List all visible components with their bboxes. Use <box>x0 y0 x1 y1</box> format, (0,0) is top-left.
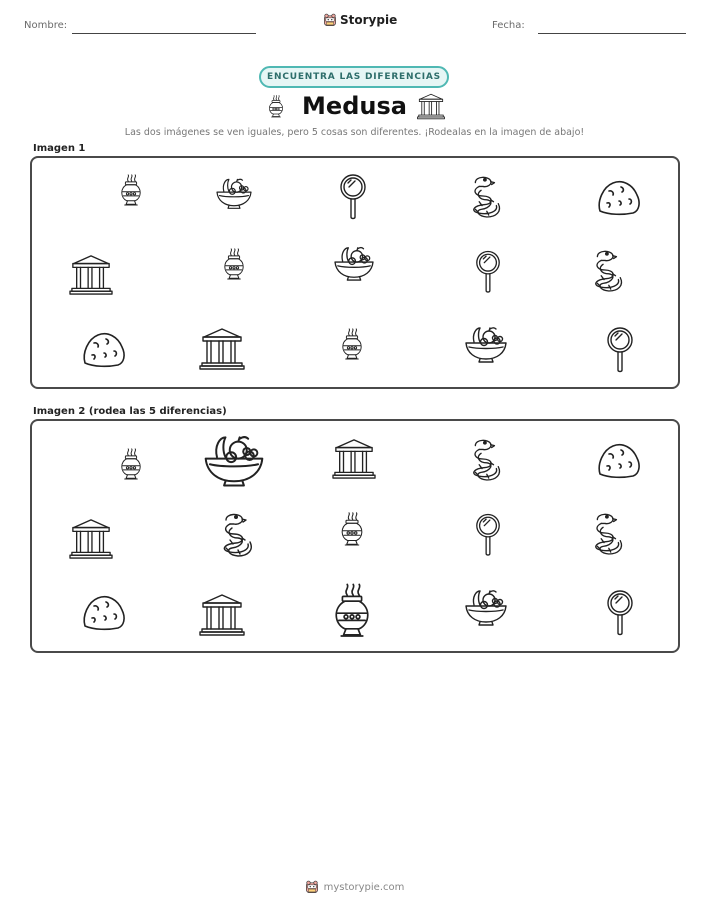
urn-icon[interactable] <box>117 445 145 485</box>
urn-icon <box>338 324 366 366</box>
fruit-bowl-icon <box>330 244 378 282</box>
mirror-icon <box>474 247 502 297</box>
brand-name: Storypie <box>340 13 398 27</box>
activity-badge: ENCUENTRA LAS DIFERENCIAS <box>259 66 449 88</box>
temple-icon[interactable] <box>330 438 378 480</box>
snake-icon[interactable] <box>462 435 504 483</box>
temple-icon <box>67 254 115 296</box>
snake-icon[interactable] <box>584 509 626 557</box>
rock-icon[interactable] <box>595 439 643 481</box>
snake-icon <box>584 246 626 294</box>
fruit-bowl-icon <box>462 323 510 365</box>
fruit-bowl-icon[interactable] <box>462 586 510 628</box>
image2-panel[interactable] <box>30 419 680 653</box>
worksheet-header <box>0 0 709 50</box>
image1-label: Imagen 1 <box>33 143 86 154</box>
name-label: Nombre: <box>24 20 68 31</box>
temple-icon <box>416 93 446 120</box>
image2-label: Imagen 2 (rodea las 5 diferencias) <box>33 406 227 417</box>
urn-icon <box>220 244 248 286</box>
snake-icon[interactable] <box>212 510 256 558</box>
name-field-line[interactable] <box>72 33 256 34</box>
page-title: Medusa <box>302 92 407 120</box>
fruit-bowl-icon <box>210 176 258 210</box>
temple-icon[interactable] <box>67 518 115 560</box>
footer-url[interactable]: mystorypie.com <box>323 881 405 893</box>
temple-icon[interactable] <box>198 593 246 637</box>
fruit-bowl-icon[interactable] <box>200 431 268 489</box>
rock-icon[interactable] <box>80 591 128 633</box>
rock-icon <box>595 176 643 218</box>
mascot-icon <box>305 880 319 894</box>
mirror-icon[interactable] <box>605 588 635 638</box>
brand-logo <box>323 13 397 27</box>
image1-panel <box>30 156 680 389</box>
urn-icon[interactable] <box>337 505 367 555</box>
mascot-icon <box>323 13 337 27</box>
mirror-icon <box>338 172 368 222</box>
urn-icon <box>117 171 145 211</box>
temple-icon <box>198 327 246 371</box>
footer <box>0 880 709 894</box>
urn-icon[interactable] <box>328 576 376 648</box>
title-row <box>0 90 709 126</box>
instructions-text: Las dos imágenes se ven iguales, pero 5 cosas son diferentes. ¡Rodealas en la imagen de abajo! <box>124 127 585 138</box>
mirror-icon <box>605 325 635 375</box>
rock-icon <box>80 328 128 370</box>
snake-icon <box>462 172 504 220</box>
date-label: Fecha: <box>492 20 525 31</box>
date-field-line[interactable] <box>538 33 686 34</box>
mirror-icon[interactable] <box>474 510 502 560</box>
